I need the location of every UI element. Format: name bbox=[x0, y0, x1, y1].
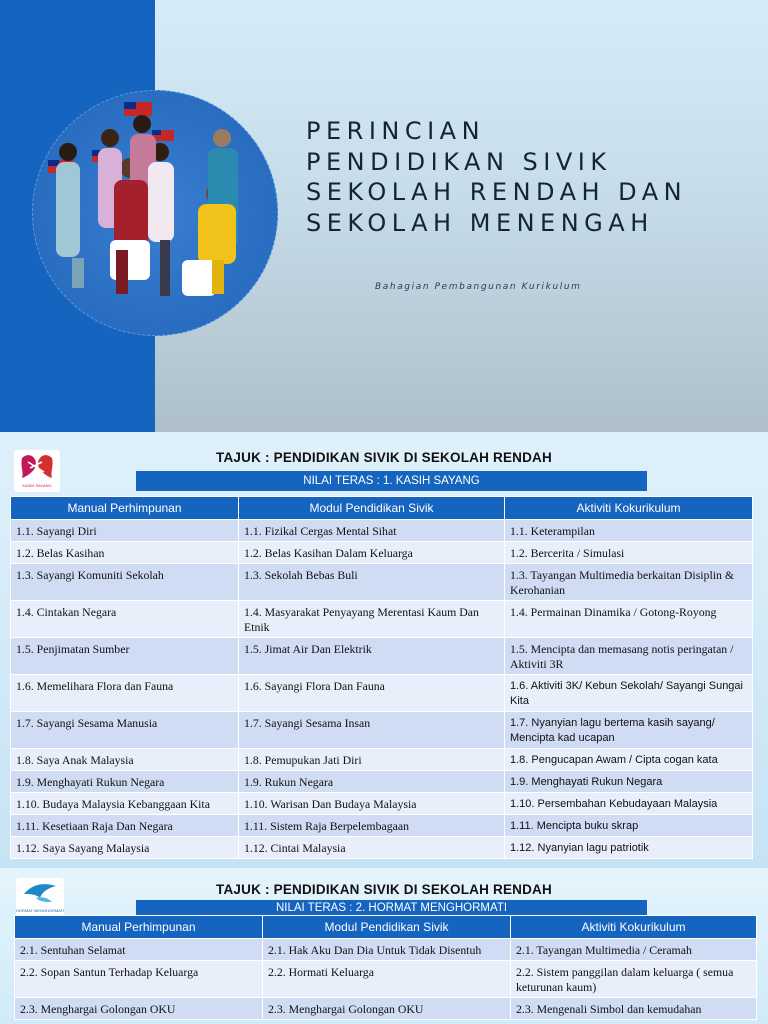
table-header-row bbox=[11, 497, 753, 520]
cover-title-line: SEKOLAH RENDAH DAN bbox=[306, 178, 688, 206]
hormat-menghormati-table bbox=[14, 915, 757, 1020]
table-cell: 1.6. Sayangi Flora Dan Fauna bbox=[239, 675, 505, 712]
table-cell: 1.8. Pengucapan Awam / Cipta cogan kata bbox=[505, 749, 753, 771]
table-cell: 1.7. Sayangi Sesama Manusia bbox=[11, 712, 239, 749]
hormat-menghormati-slide bbox=[0, 868, 768, 1024]
table-cell: 2.1. Tayangan Multimedia / Ceramah bbox=[511, 939, 757, 961]
kasih-sayang-table bbox=[10, 496, 753, 859]
table-cell: 1.11. Mencipta buku skrap bbox=[505, 815, 753, 837]
table-cell: 1.7. Nyanyian lagu bertema kasih sayang/ Mencipta kad ucapan bbox=[505, 712, 753, 749]
cover-subtitle: Bahagian Pembangunan Kurikulum bbox=[375, 282, 582, 292]
column-header: Aktiviti Kokurikulum bbox=[505, 497, 753, 520]
table-row bbox=[11, 675, 753, 712]
table-row bbox=[11, 793, 753, 815]
cover-title-line: SEKOLAH MENENGAH bbox=[306, 208, 654, 237]
table-cell: 1.8. Pemupukan Jati Diri bbox=[239, 749, 505, 771]
table-cell: 1.10. Warisan Dan Budaya Malaysia bbox=[239, 793, 505, 815]
table-cell: 2.1. Hak Aku Dan Dia Untuk Tidak Disentuh bbox=[263, 939, 511, 961]
table-cell: 1.4. Cintakan Negara bbox=[11, 601, 239, 638]
table-row bbox=[11, 601, 753, 638]
table-cell: 2.2. Sopan Santun Terhadap Keluarga bbox=[15, 961, 263, 998]
table-cell: 2.2. Sistem panggilan dalam keluarga ( semua keturunan kaum) bbox=[511, 961, 757, 998]
table-row bbox=[11, 520, 753, 542]
table-cell: 1.5. Penjimatan Sumber bbox=[11, 638, 239, 675]
students-photo-circle bbox=[32, 90, 278, 336]
table-cell: 1.6. Memelihara Flora dan Fauna bbox=[11, 675, 239, 712]
table-row bbox=[15, 961, 757, 998]
table-header-row bbox=[15, 916, 757, 939]
table-cell: 1.4. Permainan Dinamika / Gotong-Royong bbox=[505, 601, 753, 638]
column-header: Modul Pendidikan Sivik bbox=[263, 916, 511, 939]
table-cell: 1.11. Sistem Raja Berpelembagaan bbox=[239, 815, 505, 837]
table-cell: 1.12. Nyanyian lagu patriotik bbox=[505, 837, 753, 859]
table-cell: 1.12. Cintai Malaysia bbox=[239, 837, 505, 859]
table-cell: 1.1. Sayangi Diri bbox=[11, 520, 239, 542]
slide-title: TAJUK : PENDIDIKAN SIVIK DI SEKOLAH RENDAH bbox=[216, 882, 552, 897]
column-header: Manual Perhimpunan bbox=[15, 916, 263, 939]
logo-caption: KASIH SAYANG bbox=[22, 483, 52, 488]
column-header: Modul Pendidikan Sivik bbox=[239, 497, 505, 520]
nilai-teras-banner: NILAI TERAS : 1. KASIH SAYANG bbox=[136, 471, 647, 491]
table-row bbox=[15, 939, 757, 961]
table-row bbox=[11, 749, 753, 771]
table-cell: 1.2. Belas Kasihan Dalam Keluarga bbox=[239, 542, 505, 564]
cover-title-line: PENDIDIKAN SIVIK bbox=[306, 147, 612, 176]
table-row bbox=[11, 837, 753, 859]
students-with-flags-illustration bbox=[32, 90, 278, 336]
table-cell: 1.1. Fizikal Cergas Mental Sihat bbox=[239, 520, 505, 542]
table-cell: 1.9. Menghayati Rukun Negara bbox=[11, 771, 239, 793]
logo-caption: HORMAT MENGHORMATI bbox=[16, 908, 64, 913]
column-header: Aktiviti Kokurikulum bbox=[511, 916, 757, 939]
table-cell: 1.11. Kesetiaan Raja Dan Negara bbox=[11, 815, 239, 837]
table-row bbox=[11, 771, 753, 793]
table-row bbox=[15, 998, 757, 1020]
table-row bbox=[11, 542, 753, 564]
table-cell: 2.2. Hormati Keluarga bbox=[263, 961, 511, 998]
table-cell: 1.2. Bercerita / Simulasi bbox=[505, 542, 753, 564]
table-cell: 2.3. Menghargai Golongan OKU bbox=[263, 998, 511, 1020]
slide-title: TAJUK : PENDIDIKAN SIVIK DI SEKOLAH RENDAH bbox=[216, 450, 552, 465]
table-cell: 1.9. Rukun Negara bbox=[239, 771, 505, 793]
table-cell: 2.3. Menghargai Golongan OKU bbox=[15, 998, 263, 1020]
table-cell: 1.9. Menghayati Rukun Negara bbox=[505, 771, 753, 793]
table-cell: 2.1. Sentuhan Selamat bbox=[15, 939, 263, 961]
nilai-teras-banner: NILAI TERAS : 2. HORMAT MENGHORMATI bbox=[136, 900, 647, 916]
kasih-sayang-slide bbox=[0, 432, 768, 868]
table-cell: 1.4. Masyarakat Penyayang Merentasi Kaum Dan Etnik bbox=[239, 601, 505, 638]
table-cell: 1.3. Sekolah Bebas Buli bbox=[239, 564, 505, 601]
table-cell: 1.2. Belas Kasihan bbox=[11, 542, 239, 564]
table-cell: 1.7. Sayangi Sesama Insan bbox=[239, 712, 505, 749]
table-cell: 1.1. Keterampilan bbox=[505, 520, 753, 542]
table-cell: 1.8. Saya Anak Malaysia bbox=[11, 749, 239, 771]
table-cell: 1.12. Saya Sayang Malaysia bbox=[11, 837, 239, 859]
table-cell: 1.3. Sayangi Komuniti Sekolah bbox=[11, 564, 239, 601]
table-row bbox=[11, 564, 753, 601]
table-cell: 1.5. Jimat Air Dan Elektrik bbox=[239, 638, 505, 675]
table-cell: 1.10. Persembahan Kebudayaan Malaysia bbox=[505, 793, 753, 815]
cover-title bbox=[306, 116, 766, 238]
table-cell: 1.10. Budaya Malaysia Kebanggaan Kita bbox=[11, 793, 239, 815]
table-cell: 1.3. Tayangan Multimedia berkaitan Disiplin & Kerohanian bbox=[505, 564, 753, 601]
table-row bbox=[11, 712, 753, 749]
table-cell: 2.3. Mengenali Simbol dan kemudahan bbox=[511, 998, 757, 1020]
cover-slide bbox=[0, 0, 768, 432]
cover-title-line: PERINCIAN bbox=[306, 117, 486, 145]
column-header: Manual Perhimpunan bbox=[11, 497, 239, 520]
table-row bbox=[11, 815, 753, 837]
table-row bbox=[11, 638, 753, 675]
table-cell: 1.6. Aktiviti 3K/ Kebun Sekolah/ Sayangi Sungai Kita bbox=[505, 675, 753, 712]
table-cell: 1.5. Mencipta dan memasang notis peringatan / Aktiviti 3R bbox=[505, 638, 753, 675]
